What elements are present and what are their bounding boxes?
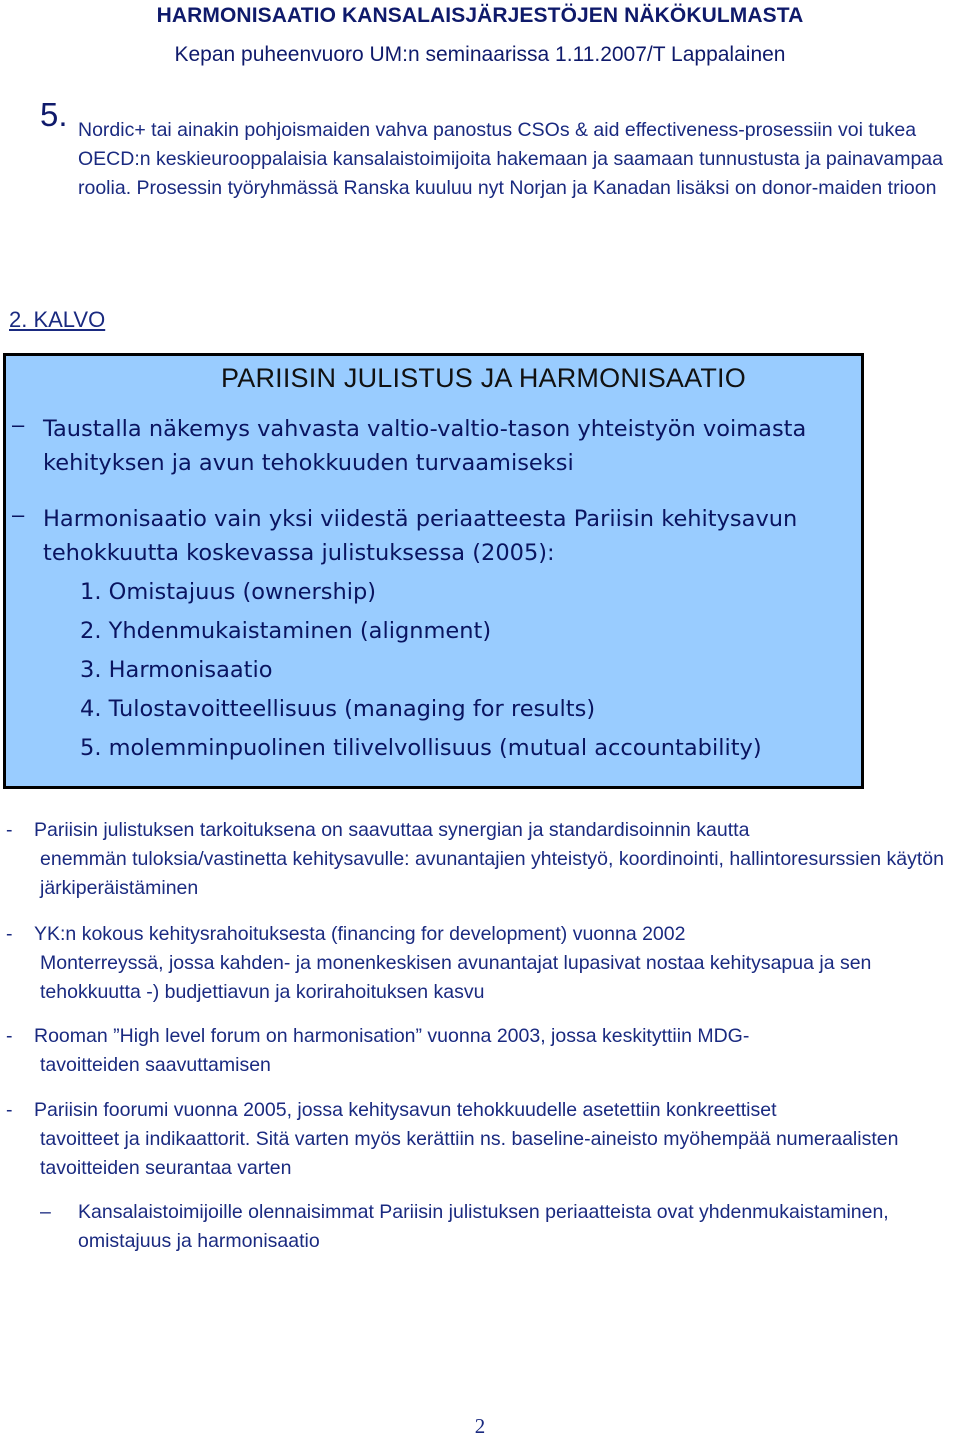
- sub-bullet-text: Kansalaistoimijoille olennaisimmat Pariisin julistuksen periaatteista ovat yhdenmukaistaminen, omistajuus ja harmonisaatio: [78, 1201, 889, 1252]
- paragraph-line: Pariisin foorumi vuonna 2005, jossa kehitysavun tehokkuudelle asetettiin konkreettiset: [34, 1099, 777, 1121]
- paragraph-continuation: enemmän tuloksia/vastinetta kehitysavulle: avunantajien yhteistyö, koordinointi, hallintoresurssien käytön järkiperäistäminen: [40, 848, 944, 899]
- principle-item: 2. Yhdenmukaistaminen (alignment): [80, 618, 492, 644]
- bullet-dash: –: [12, 502, 25, 527]
- slide-bullet-1: Taustalla näkemys vahvasta valtio-valtio-tason yhteistyön voimasta kehityksen ja avun tehokkuuden turvaamiseksi: [43, 416, 807, 476]
- principle-item: 4. Tulostavoitteellisuus (managing for results): [80, 696, 596, 722]
- slide-box: [3, 353, 864, 789]
- paragraph-dash: -: [6, 1025, 13, 1047]
- slide-label: 2. KALVO: [9, 307, 106, 332]
- slide-bullet-2: Harmonisaatio vain yksi viidestä periaatteesta Pariisin kehitysavun tehokkuutta koskevassa julistuksessa (2005):: [43, 506, 798, 566]
- page-number: 2: [474, 1414, 486, 1438]
- sub-bullet-dash: –: [40, 1201, 51, 1223]
- section-number: 5.: [40, 96, 68, 133]
- document-title: HARMONISAATIO KANSALAISJÄRJESTÖJEN NÄKÖKULMASTA: [156, 4, 804, 27]
- paragraph-continuation: tavoitteet ja indikaattorit. Sitä varten myös kerättiin ns. baseline-aineisto myöhempää numeraalisten tavoitteiden seurantaa varten: [40, 1128, 899, 1179]
- paragraph-continuation: Monterreyssä, jossa kahden- ja monenkeskisen avunantajat lupasivat nostaa kehitysapua ja sen tehokkuutta -) budjettiavun ja korirahoituksen kasvu: [40, 952, 872, 1003]
- document-subtitle: Kepan puheenvuoro UM:n seminaarissa 1.11.2007/T Lappalainen: [174, 43, 786, 66]
- paragraph-dash: -: [6, 923, 13, 945]
- paragraph-dash: -: [6, 819, 13, 841]
- principle-item: 5. molemminpuolinen tilivelvollisuus (mutual accountability): [80, 735, 762, 761]
- principle-item: 1. Omistajuus (ownership): [80, 579, 377, 605]
- slide-title: PARIISIN JULISTUS JA HARMONISAATIO: [221, 363, 746, 393]
- bullet-dash: –: [12, 412, 25, 437]
- principles-list: [80, 573, 762, 768]
- paragraph-line: Rooman ”High level forum on harmonisation” vuonna 2003, jossa keskityttiin MDG-: [34, 1025, 750, 1047]
- paragraph-continuation: tavoitteiden saavuttamisen: [40, 1054, 271, 1076]
- principle-item: 3. Harmonisaatio: [80, 657, 273, 683]
- section-5-text: Nordic+ tai ainakin pohjoismaiden vahva panostus CSOs & aid effectiveness-prosessiin voi tukea OECD:n keskieurooppalaisia kansalaistoimijoita hakemaan ja saamaan tunnustusta ja painavampaa roolia. Prosessin työryhmässä Ranska kuuluu nyt Norjan ja Kanadan lisäksi on donor-maiden trioon: [78, 119, 943, 199]
- paragraph-line: YK:n kokous kehitysrahoituksesta (financing for development) vuonna 2002: [34, 923, 686, 945]
- paragraph-dash: -: [6, 1099, 13, 1121]
- paragraph-line: Pariisin julistuksen tarkoituksena on saavuttaa synergian ja standardisoinnin kautta: [34, 819, 750, 841]
